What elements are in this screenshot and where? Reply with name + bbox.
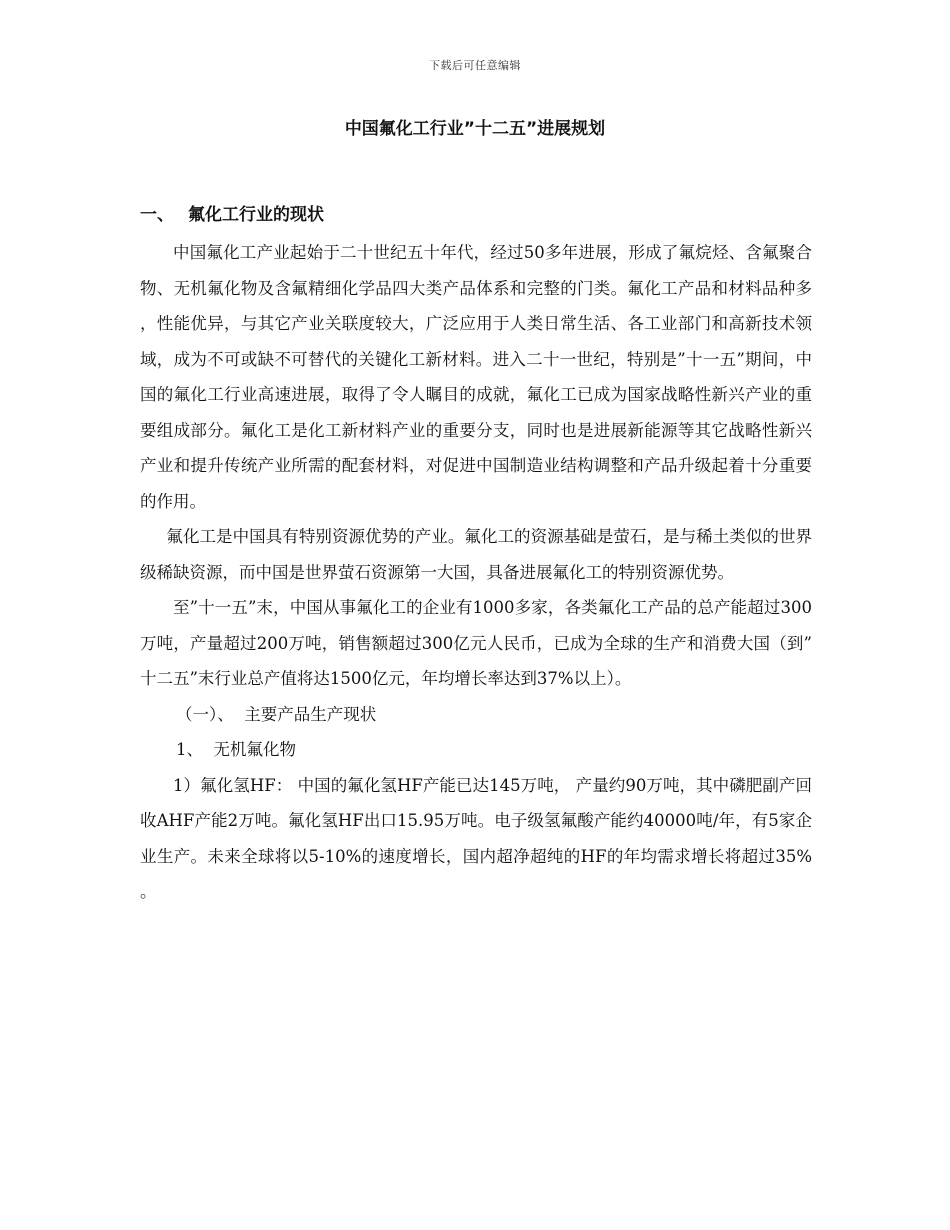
section-heading-text: 氟化工行业的现状 — [188, 205, 324, 225]
list-item-inorganic-fluorides: 1、 无机氟化物 — [176, 740, 296, 759]
header-note: 下载后可任意编辑 — [429, 59, 521, 72]
section-number: 一、 — [140, 205, 174, 225]
paragraph-hydrogen-fluoride: 1）氟化氢HF： 中国的氟化氢HF产能已达145万吨， 产量约90万吨，其中磷肥副产回收AHF产能2万吨。氟化氢HF出口15.95万吨。电子级氢氟酸产能约40000吨/年，有5家企业生产。未来全球将以5-10%的速度增长，国内超净超纯的HF的年均需求增长将超过35%。 — [140, 775, 812, 901]
subsection-heading: （一）、 主要产品生产现状 — [176, 704, 377, 724]
document-body — [140, 200, 812, 910]
paragraph-industry-overview: 中国氟化工产业起始于二十世纪五十年代，经过50多年进展，形成了氟烷烃、含氟聚合物、无机氟化物及含氟精细化学品四大类产品体系和完整的门类。氟化工产品和材料品种多，性能优异，与其它产业关联度较大，广泛应用于人类日常生活、各工业部门和高新技术领域，成为不可或缺不可替代的关键化工新材料。进入二十一世纪，特别是”十一五”期间，中国的氟化工行业高速进展，取得了令人瞩目的成就，氟化工已成为国家战略性新兴产业的重要组成部分。氟化工是化工新材料产业的重要分支，同时也是进展新能源等其它战略性新兴产业和提升传统产业所需的配套材料，对促进中国制造业结构调整和产品升级起着十分重要的作用。 — [140, 243, 812, 511]
paragraph-industry-scale: 至”十一五”末，中国从事氟化工的企业有1000多家，各类氟化工产品的总产能超过300万吨，产量超过200万吨，销售额超过300亿元人民币，已成为全球的生产和消费大国（到”十二五”末行业总产值将达1500亿元，年均增长率达到37%以上）。 — [140, 598, 812, 688]
section-heading — [140, 200, 812, 235]
document-title: 中国氟化工行业”十二五”进展规划 — [344, 119, 606, 139]
paragraph-resource-advantage: 氟化工是中国具有特别资源优势的产业。氟化工的资源基础是萤石，是与稀土类似的世界级稀缺资源，而中国是世界萤石资源第一大国，具备进展氟化工的特别资源优势。 — [140, 527, 812, 582]
